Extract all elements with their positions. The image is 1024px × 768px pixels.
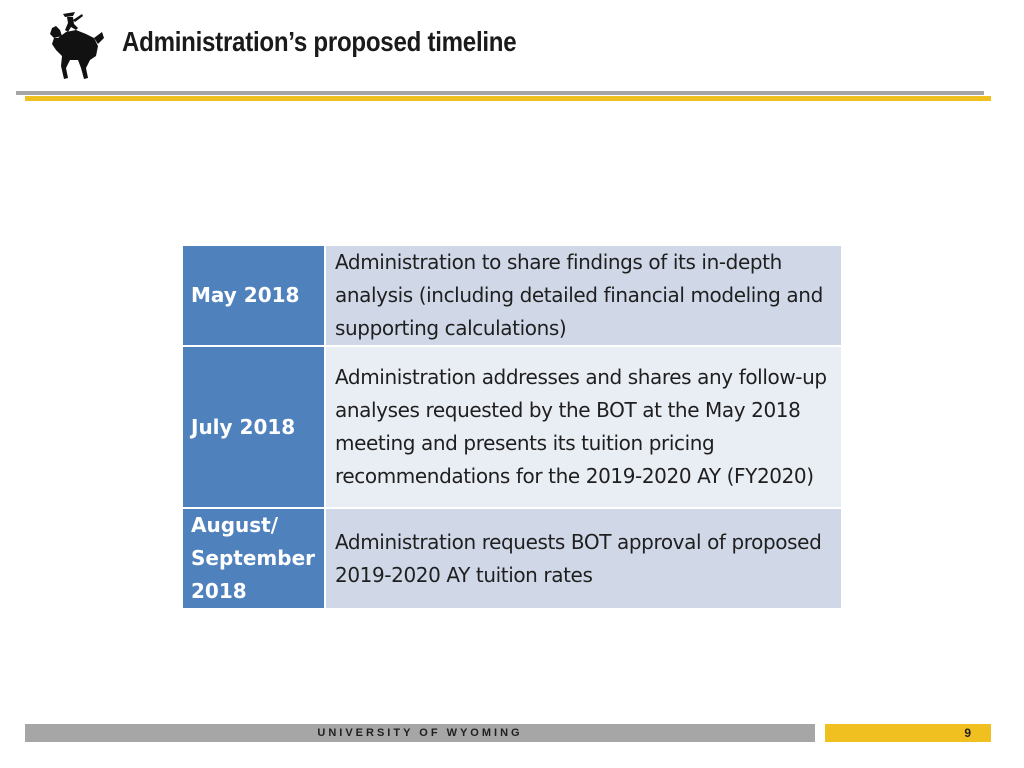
timeline-table	[183, 246, 841, 608]
timeline-date: July 2018	[183, 346, 325, 508]
header-divider-gold	[25, 96, 991, 101]
table-row	[183, 246, 841, 346]
table-row	[183, 346, 841, 508]
timeline-description: Administration requests BOT approval of proposed 2019-2020 AY tuition rates	[325, 508, 841, 608]
bucking-horse-logo-icon	[46, 8, 106, 84]
header-divider-gray	[16, 91, 984, 95]
timeline-date: August/ September 2018	[183, 508, 325, 608]
timeline-date: May 2018	[183, 246, 325, 346]
slide-title: Administration’s proposed timeline	[122, 26, 517, 57]
page-number: 9	[964, 726, 971, 740]
footer-institution: UNIVERSITY OF WYOMING	[317, 727, 523, 739]
table-row	[183, 508, 841, 608]
timeline-description: Administration to share findings of its in-depth analysis (including detailed financial modeling and supporting calculations)	[325, 246, 841, 346]
timeline-description: Administration addresses and shares any follow-up analyses requested by the BOT at the May 2018 meeting and presents its tuition pricing recommendations for the 2019-2020 AY (FY2020)	[325, 346, 841, 508]
